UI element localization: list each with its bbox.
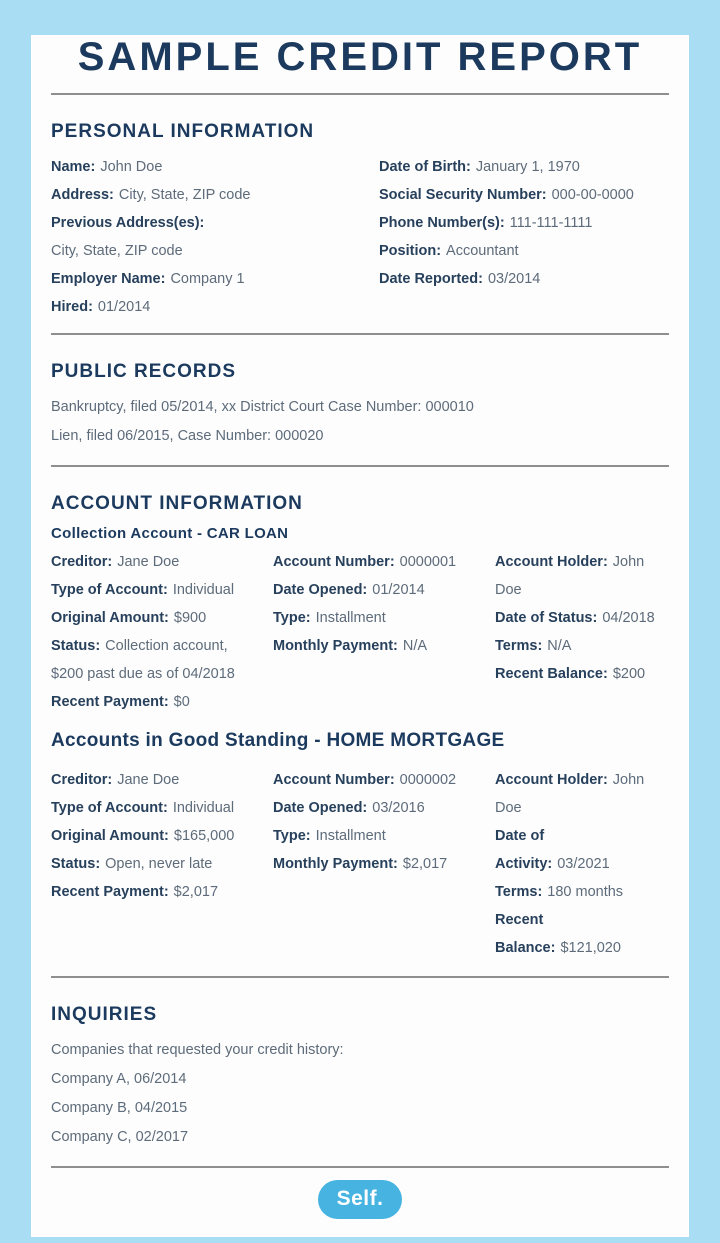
good-standing-subheading: Accounts in Good Standing - HOME MORTGAGE bbox=[51, 730, 505, 751]
section-personal-information bbox=[51, 121, 669, 321]
self-logo-text: Self. bbox=[336, 1187, 384, 1210]
field-position bbox=[379, 237, 669, 265]
good-standing-column-2 bbox=[273, 766, 495, 962]
field-phone-numbers bbox=[379, 209, 669, 237]
field-value: $121,020 bbox=[560, 940, 621, 956]
field-address bbox=[51, 181, 379, 209]
collection-column-3 bbox=[495, 548, 669, 716]
field-name bbox=[51, 153, 379, 181]
field-previous-addresses bbox=[51, 209, 379, 237]
field-original-amount bbox=[51, 604, 259, 632]
field-value: $900 bbox=[173, 610, 207, 626]
field-value: 0000002 bbox=[399, 772, 457, 788]
field-label: Previous Address(es): bbox=[51, 215, 205, 231]
field-value: January 1, 1970 bbox=[475, 159, 580, 175]
personal-information-heading: PERSONAL INFORMATION bbox=[51, 121, 315, 142]
public-record-lien: Lien, filed 06/2015, Case Number: 000020 bbox=[51, 428, 324, 444]
divider bbox=[51, 333, 669, 335]
field-type-of-account bbox=[51, 794, 259, 822]
field-creditor bbox=[51, 548, 259, 576]
collection-column-1 bbox=[51, 548, 273, 716]
field-value: $165,000 bbox=[173, 828, 235, 844]
field-status bbox=[51, 632, 259, 688]
field-value: Individual bbox=[172, 800, 235, 816]
field-date-of-status bbox=[495, 604, 655, 632]
field-monthly-payment bbox=[273, 850, 481, 878]
field-type bbox=[273, 822, 481, 850]
field-label: Date of Activity: bbox=[495, 828, 553, 872]
page-background bbox=[0, 35, 720, 1243]
divider bbox=[51, 1166, 669, 1168]
field-value: Individual bbox=[172, 582, 235, 598]
field-label: Creditor: bbox=[51, 554, 113, 570]
field-label: Date of Status: bbox=[495, 610, 598, 626]
field-value: N/A bbox=[402, 638, 428, 654]
field-type-of-account bbox=[51, 576, 259, 604]
section-account-information bbox=[51, 493, 669, 962]
field-label: Type of Account: bbox=[51, 582, 168, 598]
field-date-of-birth bbox=[379, 153, 669, 181]
field-value: John Doe bbox=[495, 772, 645, 816]
field-label: Creditor: bbox=[51, 772, 113, 788]
field-original-amount bbox=[51, 822, 259, 850]
field-value: Collection account, $200 past due as of 04/2018 bbox=[51, 638, 235, 682]
field-label: Terms: bbox=[495, 884, 543, 900]
field-recent-payment bbox=[51, 878, 259, 906]
field-account-number bbox=[273, 766, 481, 794]
inquiry-item: Company C, 02/2017 bbox=[51, 1129, 189, 1145]
field-value: City, State, ZIP code bbox=[118, 187, 251, 203]
personal-right-column bbox=[379, 153, 669, 321]
field-recent-payment bbox=[51, 688, 259, 716]
personal-left-column bbox=[51, 153, 379, 321]
divider bbox=[51, 93, 669, 95]
field-terms bbox=[495, 878, 655, 906]
field-value: $2,017 bbox=[173, 884, 219, 900]
field-label: Original Amount: bbox=[51, 610, 169, 626]
field-recent-balance bbox=[495, 906, 655, 962]
inquiry-item: Company B, 04/2015 bbox=[51, 1100, 188, 1116]
field-date-of-activity bbox=[495, 822, 655, 878]
field-label: Status: bbox=[51, 638, 101, 654]
inquiries-heading: INQUIRIES bbox=[51, 1004, 158, 1025]
field-value: Company 1 bbox=[170, 271, 245, 287]
field-account-holder bbox=[495, 766, 655, 822]
good-standing-column-3 bbox=[495, 766, 669, 962]
field-label: Recent Balance: bbox=[495, 912, 556, 956]
collection-column-2 bbox=[273, 548, 495, 716]
field-label: Status: bbox=[51, 856, 101, 872]
good-standing-column-1 bbox=[51, 766, 273, 962]
field-value: Jane Doe bbox=[117, 554, 180, 570]
field-value: 03/2021 bbox=[557, 856, 610, 872]
field-label: Recent Payment: bbox=[51, 694, 169, 710]
field-label: Phone Number(s): bbox=[379, 215, 505, 231]
field-type bbox=[273, 604, 481, 632]
field-value: 03/2016 bbox=[372, 800, 425, 816]
field-value: 111-111-1111 bbox=[509, 215, 593, 231]
field-value: 01/2014 bbox=[97, 299, 151, 315]
field-hired bbox=[51, 293, 379, 321]
field-value: 04/2018 bbox=[602, 610, 655, 626]
field-label: Type: bbox=[273, 610, 311, 626]
field-creditor bbox=[51, 766, 259, 794]
footer bbox=[51, 1180, 669, 1219]
field-recent-balance bbox=[495, 660, 655, 688]
field-label: Monthly Payment: bbox=[273, 638, 398, 654]
field-date-reported bbox=[379, 265, 669, 293]
field-employer-name bbox=[51, 265, 379, 293]
field-label: Social Security Number: bbox=[379, 187, 547, 203]
field-value: 180 months bbox=[547, 884, 624, 900]
self-logo bbox=[318, 1180, 403, 1219]
field-label: Type of Account: bbox=[51, 800, 168, 816]
collection-account-subheading: Collection Account - CAR LOAN bbox=[51, 525, 289, 542]
field-value: 03/2014 bbox=[487, 271, 541, 287]
account-information-heading: ACCOUNT INFORMATION bbox=[51, 493, 303, 514]
field-label: Date Reported: bbox=[379, 271, 483, 287]
field-value: Open, never late bbox=[105, 856, 213, 872]
field-label: Employer Name: bbox=[51, 271, 166, 287]
field-account-holder bbox=[495, 548, 655, 604]
field-value: 0000001 bbox=[399, 554, 457, 570]
field-status bbox=[51, 850, 259, 878]
field-previous-address-value bbox=[51, 237, 379, 265]
field-value: City, State, ZIP code bbox=[51, 243, 183, 259]
field-label: Address: bbox=[51, 187, 114, 203]
field-date-opened bbox=[273, 576, 481, 604]
field-label: Recent Balance: bbox=[495, 666, 608, 682]
field-terms bbox=[495, 632, 655, 660]
field-value: Jane Doe bbox=[117, 772, 180, 788]
inquiry-item: Company A, 06/2014 bbox=[51, 1071, 187, 1087]
field-value: Accountant bbox=[446, 243, 519, 259]
field-value: 01/2014 bbox=[372, 582, 425, 598]
field-value: John Doe bbox=[100, 159, 163, 175]
field-label: Monthly Payment: bbox=[273, 856, 398, 872]
section-public-records bbox=[51, 361, 669, 451]
credit-report-card bbox=[31, 35, 689, 1237]
field-value: John Doe bbox=[495, 554, 645, 598]
field-label: Original Amount: bbox=[51, 828, 169, 844]
divider bbox=[51, 465, 669, 467]
field-value: N/A bbox=[547, 638, 572, 654]
field-label: Recent Payment: bbox=[51, 884, 169, 900]
field-label: Name: bbox=[51, 159, 96, 175]
field-label: Date Opened: bbox=[273, 800, 368, 816]
good-standing-grid bbox=[51, 766, 669, 962]
field-label: Terms: bbox=[495, 638, 543, 654]
field-value: $0 bbox=[173, 694, 190, 710]
field-label: Account Number: bbox=[273, 554, 395, 570]
collection-account-grid bbox=[51, 548, 669, 716]
field-value: Installment bbox=[315, 828, 386, 844]
field-label: Account Number: bbox=[273, 772, 395, 788]
public-records-heading: PUBLIC RECORDS bbox=[51, 361, 237, 382]
personal-information-grid bbox=[51, 153, 669, 321]
field-social-security-number bbox=[379, 181, 669, 209]
field-label: Account Holder: bbox=[495, 554, 608, 570]
field-label: Date Opened: bbox=[273, 582, 368, 598]
field-label: Hired: bbox=[51, 299, 93, 315]
field-value: $200 bbox=[612, 666, 646, 682]
field-value: Installment bbox=[315, 610, 386, 626]
public-record-bankruptcy: Bankruptcy, filed 05/2014, xx District Court Case Number: 000010 bbox=[51, 399, 474, 415]
inquiries-intro: Companies that requested your credit history: bbox=[51, 1042, 344, 1058]
field-label: Date of Birth: bbox=[379, 159, 471, 175]
field-label: Type: bbox=[273, 828, 311, 844]
field-monthly-payment bbox=[273, 632, 481, 660]
field-account-number bbox=[273, 548, 481, 576]
field-label: Account Holder: bbox=[495, 772, 608, 788]
section-inquiries bbox=[51, 1004, 669, 1152]
field-value: 000-00-0000 bbox=[551, 187, 634, 203]
field-value: $2,017 bbox=[402, 856, 448, 872]
field-date-opened bbox=[273, 794, 481, 822]
report-title: SAMPLE CREDIT REPORT bbox=[77, 35, 643, 79]
divider bbox=[51, 976, 669, 978]
field-label: Position: bbox=[379, 243, 442, 259]
